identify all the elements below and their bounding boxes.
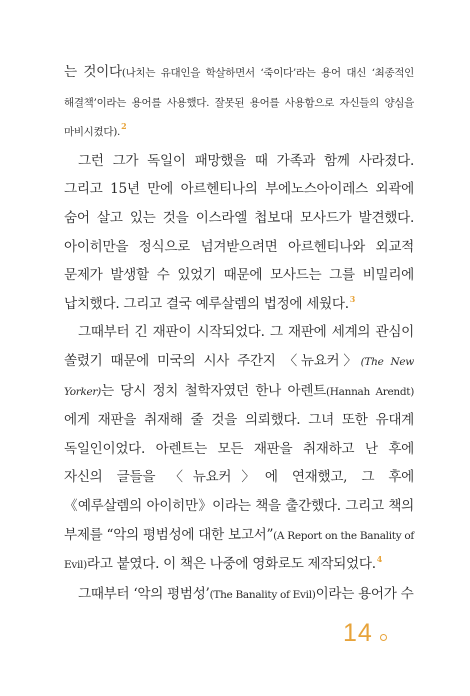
page-number: 14 — [343, 619, 373, 647]
english-title: (The New Yorker) — [64, 355, 414, 398]
text-run: 그때부터 ‘악의 평범성’ — [78, 585, 210, 602]
parenthetical-note: (나치는 유대인을 학살하면서 ‘죽이다’라는 용어 대신 ‘최종적인 해결책’이라는 용어를 사용했다. 잘못된 용어를 사용함으로 자신들의 양심을 마비시켰다). — [64, 67, 414, 139]
text-run: 이라는 용어가 수 — [315, 585, 414, 602]
paragraph-3 — [64, 318, 414, 579]
paragraph-2 — [64, 147, 414, 319]
paragraph-1 — [64, 58, 414, 147]
text-run: 는 당시 정치 철학자였던 한나 아렌트 — [100, 382, 326, 399]
footnote-marker[interactable]: 2 — [121, 121, 127, 132]
footnote-marker[interactable]: 3 — [349, 293, 356, 304]
text-run: 에게 재판을 취재해 줄 것을 의뢰했다. 그녀 또한 유대계 독일인이었다. 아렌트는 모든 재판을 취재하고 난 후에 자신의 글들을 〈뉴요커〉에 연재했고, 그 후에 《예루살렘의 아이히만》이라는 책을 출간했다. 그리고 책의 부제를 “악의 평범성에 대한 보고서” — [64, 412, 414, 543]
english-name: (Hannah Arendt) — [326, 385, 415, 398]
text-run: 는 것이다 — [64, 64, 122, 80]
text-run: 그때부터 긴 재판이 시작되었다. 그 재판에 세계의 관심이 쏠렸기 때문에 미국의 시사 주간지 〈뉴요커〉 — [64, 324, 414, 369]
text-run: 그런 그가 독일이 패망했을 때 가족과 함께 사라졌다. 그리고 15년 만에 아르헨티나의 부에노스아이레스 외곽에 숨어 살고 있는 것을 이스라엘 첩보대 모사드가 발견했다. 아이히만을 정식으로 넘겨받으려면 아르헨티나와 외교적 문제가 발생할 수 있었기 때문에 모사드는 그를 비밀리에 납치했다. 그리고 결국 예루살렘의 법정에 세웠다. — [64, 152, 414, 312]
english-subtitle: (A Report on the Banality of Evil) — [64, 529, 414, 572]
page-dot-icon — [380, 634, 387, 641]
english-term: (The Banality of Evil) — [209, 588, 316, 601]
body-text — [64, 58, 414, 609]
footnote-marker[interactable]: 4 — [376, 554, 383, 565]
text-run: 라고 붙였다. 이 책은 나중에 영화로도 제작되었다. — [86, 556, 376, 573]
paragraph-4 — [64, 580, 414, 610]
